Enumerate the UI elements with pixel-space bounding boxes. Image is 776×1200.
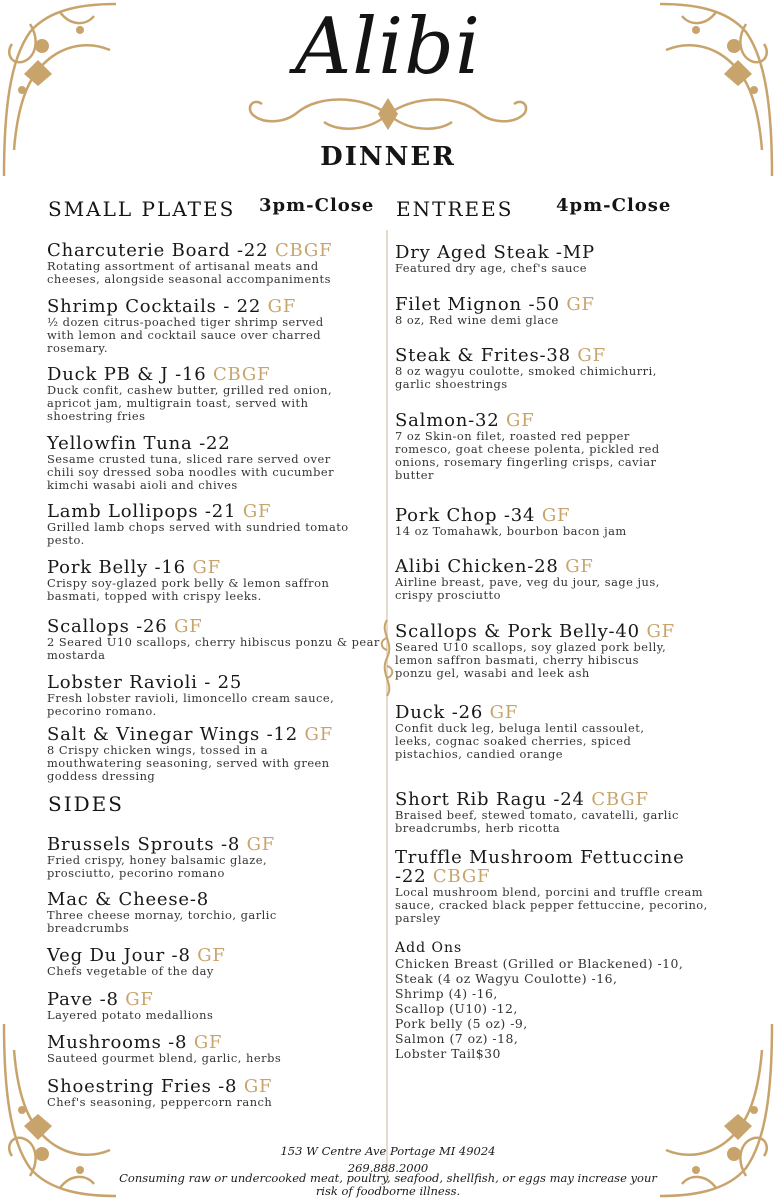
item-description: ½ dozen citrus-poached tiger shrimp served with lemon and cocktail sauce over charred rosemary.	[47, 315, 324, 355]
item-tag: GF	[541, 505, 571, 526]
item-description: Three cheese mornay, torchio, garlic breadcrumbs	[47, 908, 277, 935]
menu-item	[47, 990, 213, 1022]
menu-item	[395, 295, 595, 327]
addons-list: Chicken Breast (Grilled or Blackened) -10, Steak (4 oz Wagyu Coulotte) -16, Shrimp (4) -16, Scallop (U10) -12, Pork belly (5 oz) -9, Salmon (7 oz) -18, Lobster Tail$30	[395, 956, 684, 1061]
item-description: Duck confit, cashew butter, grilled red onion, apricot jam, multigrain toast, served with shoestring fries	[47, 383, 333, 423]
item-description: Sesame crusted tuna, sliced rare served over chili soy dressed soba noodles with cucumber kimchi wasabi aioli and chives	[47, 452, 335, 492]
menu-item	[47, 558, 329, 603]
item-description: 8 oz wagyu coulotte, smoked chimichurri, garlic shoestrings	[395, 364, 657, 391]
item-tag: GF	[192, 557, 221, 578]
entrees-title: ENTREES	[396, 197, 514, 221]
menu-item	[47, 365, 332, 423]
menu-item	[395, 346, 657, 391]
item-description: Fried crispy, honey balsamic glaze, prosciutto, pecorino romano	[47, 853, 268, 880]
item-tag: GF	[174, 616, 203, 637]
item-description: Featured dry age, chef's sauce	[395, 261, 588, 275]
logo-text: Alibi	[294, 2, 482, 92]
item-tag: GF	[193, 1032, 223, 1053]
item-tag: CBGF	[212, 364, 271, 385]
item-description: Fresh lobster ravioli, limoncello cream sauce, pecorino romano.	[47, 691, 335, 718]
item-name: Salmon-32	[395, 410, 507, 431]
item-name: Lamb Lollipops -21	[47, 501, 243, 522]
item-description: 2 Seared U10 scallops, cherry hibiscus ponzu & pear mostarda	[47, 635, 380, 662]
item-tag: GF	[577, 345, 606, 366]
menu-item	[47, 241, 332, 286]
menu-item	[47, 835, 275, 880]
item-name: Duck PB & J -16	[47, 364, 213, 385]
addons-section	[395, 940, 683, 1061]
small-plates-title: SMALL PLATES	[48, 197, 236, 221]
item-description: 7 oz Skin-on filet, roasted red pepper romesco, goat cheese polenta, pickled red onions, rosemary fingerling crisps, caviar butter	[395, 429, 660, 482]
item-tag: GF	[267, 296, 297, 317]
menu-item	[47, 890, 277, 935]
footer-disclaimer: Consuming raw or undercooked meat, poultry, seafood, shellfish, or eggs may increase your	[119, 1171, 657, 1185]
item-description: Braised beef, stewed tomato, cavatelli, garlic breadcrumbs, herb ricotta	[395, 808, 679, 835]
item-name: Yellowfin Tuna -22	[47, 433, 231, 454]
item-tag: GF	[243, 1076, 273, 1097]
entrees-hours: 4pm-Close	[556, 195, 672, 216]
item-tag: GF	[489, 702, 519, 723]
item-tag: GF	[242, 501, 272, 522]
small-plates-hours: 3pm-Close	[259, 195, 375, 216]
item-name: Shoestring Fries -8	[47, 1076, 244, 1097]
item-name: Mushrooms -8	[47, 1032, 194, 1053]
item-tag: GF	[304, 724, 333, 745]
item-description: Grilled lamb chops served with sundried tomato pesto.	[47, 520, 349, 547]
menu-item	[395, 243, 595, 275]
item-name: Filet Mignon -50	[395, 294, 567, 315]
menu-item	[47, 434, 334, 492]
addons-title: Add Ons	[395, 940, 463, 956]
menu-item	[395, 790, 679, 835]
item-description: Local mushroom blend, porcini and truffle cream sauce, cracked black pepper fettuccine, pecorino, parsley	[395, 885, 708, 925]
footer-phone: 269.888.2000	[347, 1161, 429, 1175]
item-tag: CBGF	[274, 240, 333, 261]
item-description: Chef's seasoning, peppercorn ranch	[47, 1095, 273, 1109]
menu-item	[47, 617, 380, 662]
item-name: Pave -8	[47, 989, 126, 1010]
menu-item	[47, 1077, 272, 1109]
item-tag: GF	[246, 834, 276, 855]
item-name: Scallops -26	[47, 616, 175, 637]
item-description: Seared U10 scallops, soy glazed pork belly, lemon saffron basmati, cherry hibiscus ponzu gel, wasabi and leek ash	[395, 640, 667, 680]
menu-item	[395, 848, 708, 925]
item-name: Brussels Sprouts -8	[47, 834, 247, 855]
menu-item	[395, 557, 660, 602]
menu-item	[47, 297, 324, 355]
item-description: 8 oz, Red wine demi glace	[395, 313, 559, 327]
item-name: Steak & Frites-38	[395, 345, 578, 366]
sides-title: SIDES	[48, 792, 124, 816]
item-description: 8 Crispy chicken wings, tossed in a mouthwatering seasoning, served with green goddess dressing	[47, 743, 330, 783]
item-description: Airline breast, pave, veg du jour, sage jus, crispy prosciutto	[395, 575, 660, 602]
item-description: Chefs vegetable of the day	[47, 964, 214, 978]
item-name: Short Rib Ragu -24	[395, 789, 592, 810]
item-name: Shrimp Cocktails - 22	[47, 296, 268, 317]
menu-item	[47, 502, 349, 547]
item-tag: CBGF	[591, 789, 649, 810]
item-name: Pork Belly -16	[47, 557, 193, 578]
item-tag: GF	[646, 621, 675, 642]
menu-item	[395, 411, 660, 482]
item-name: Veg Du Jour -8	[47, 945, 198, 966]
menu-item	[395, 506, 627, 538]
item-name: Scallops & Pork Belly-40	[395, 621, 647, 642]
item-description: Layered potato medallions	[47, 1008, 214, 1022]
item-name: Charcuterie Board -22	[47, 240, 275, 261]
item-name: Pork Chop -34	[395, 505, 542, 526]
item-tag: GF	[197, 945, 226, 966]
item-tag: GF	[565, 556, 594, 577]
item-description: 14 oz Tomahawk, bourbon bacon jam	[395, 524, 627, 538]
menu-item	[395, 622, 675, 680]
item-name: Mac & Cheese-8	[47, 889, 210, 910]
item-tag: GF	[566, 294, 595, 315]
item-name: Salt & Vinegar Wings -12	[47, 724, 305, 745]
item-description: Confit duck leg, beluga lentil cassoulet, leeks, cognac soaked cherries, spiced pistachios, candied orange	[395, 721, 645, 761]
menu-item	[47, 946, 226, 978]
menu-item	[47, 673, 334, 718]
column-divider	[386, 230, 388, 1180]
menu-title: DINNER	[320, 142, 456, 172]
menu-item	[47, 1033, 281, 1065]
logo-swirl-ornament	[238, 92, 538, 136]
footer-disclaimer-line-2: risk of foodborne illness.	[315, 1184, 461, 1198]
item-name: Duck -26	[395, 702, 490, 723]
item-name: Alibi Chicken-28	[395, 556, 566, 577]
item-description: Sauteed gourmet blend, garlic, herbs	[47, 1051, 282, 1065]
item-description: Crispy soy-glazed pork belly & lemon saffron basmati, topped with crispy leeks.	[47, 576, 330, 603]
item-name: Dry Aged Steak -MP	[395, 242, 595, 263]
menu-item	[395, 703, 644, 761]
item-tag: GF	[506, 410, 535, 431]
item-tag: GF	[125, 989, 154, 1010]
footer-address: 153 W Centre Ave Portage MI 49024	[280, 1144, 496, 1158]
item-name: Lobster Ravioli - 25	[47, 672, 243, 693]
menu-item	[47, 725, 333, 783]
item-description: Rotating assortment of artisanal meats and cheeses, alongside seasonal accompaniments	[47, 259, 331, 286]
item-tag: CBGF	[432, 866, 491, 887]
item-name: Truffle Mushroom Fettuccine -22	[395, 847, 685, 887]
